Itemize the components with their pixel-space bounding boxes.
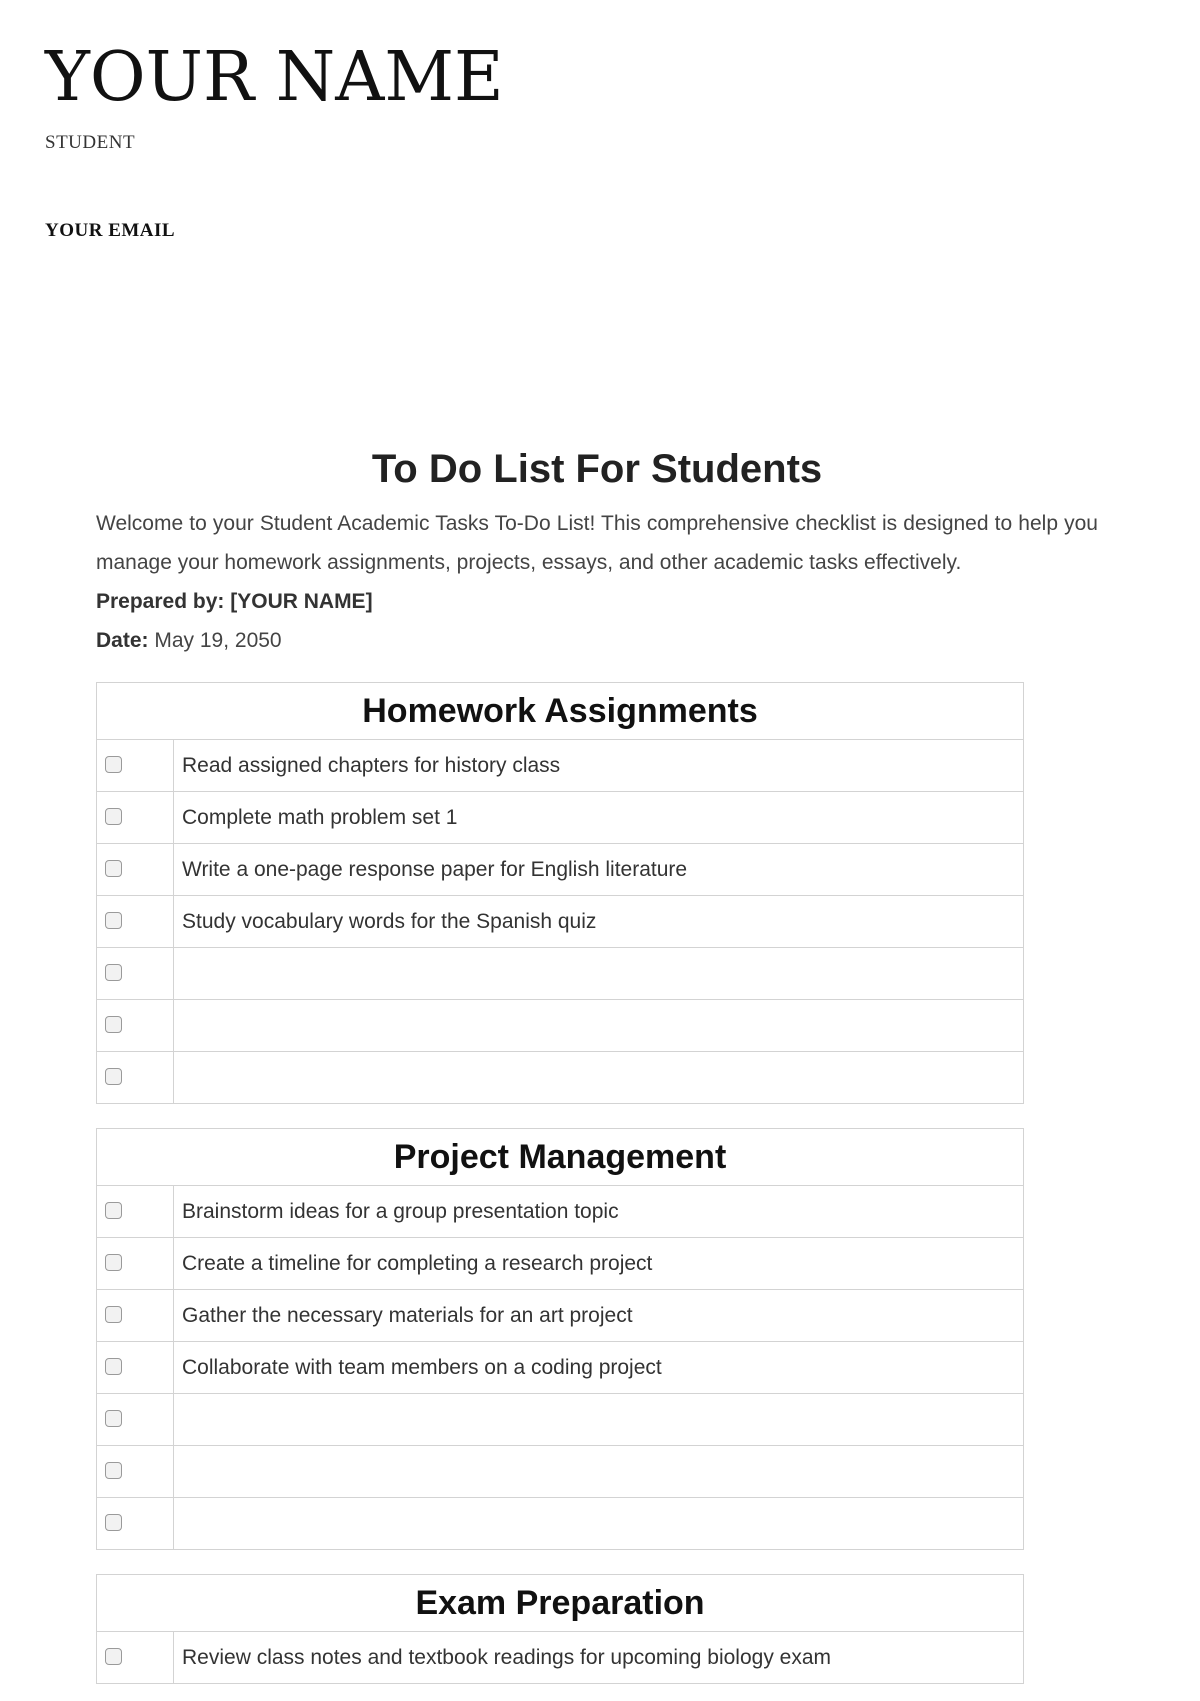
table-row	[97, 1238, 1023, 1290]
section-title: Project Management	[97, 1129, 1023, 1186]
task-text: Complete math problem set 1	[182, 806, 458, 829]
task-text: Read assigned chapters for history class	[182, 754, 561, 777]
task-checkbox[interactable]	[105, 1358, 122, 1375]
checkbox-cell	[97, 1000, 174, 1051]
task-text: Collaborate with team members on a coding project	[182, 1356, 662, 1379]
checkbox-cell	[97, 1632, 174, 1683]
section-title: Exam Preparation	[97, 1575, 1023, 1632]
student-role: STUDENT	[45, 132, 136, 153]
date-line	[96, 621, 1098, 660]
table-row	[97, 1632, 1023, 1683]
task-checkbox[interactable]	[105, 1514, 122, 1531]
student-name: YOUR NAME	[45, 38, 504, 117]
task-text: Gather the necessary materials for an art project	[182, 1304, 633, 1327]
task-checkbox[interactable]	[105, 1016, 122, 1033]
checkbox-cell	[97, 948, 174, 999]
document-title: To Do List For Students	[371, 447, 823, 491]
task-checkbox[interactable]	[105, 1462, 122, 1479]
task-checkbox[interactable]	[105, 1306, 122, 1323]
task-checkbox[interactable]	[105, 1410, 122, 1427]
checklist-sections	[96, 682, 1098, 1684]
task-checkbox[interactable]	[105, 1254, 122, 1271]
checkbox-cell	[97, 740, 174, 791]
checkbox-cell	[97, 792, 174, 843]
table-row	[97, 1394, 1023, 1446]
task-checkbox[interactable]	[105, 756, 122, 773]
table-row	[97, 1498, 1023, 1549]
task-text: Review class notes and textbook readings for upcoming biology exam	[182, 1646, 832, 1669]
table-row	[97, 1000, 1023, 1052]
checkbox-cell	[97, 1238, 174, 1289]
table-row	[97, 1290, 1023, 1342]
table-row	[97, 1446, 1023, 1498]
task-checkbox[interactable]	[105, 808, 122, 825]
checkbox-cell	[97, 1498, 174, 1549]
task-checkbox[interactable]	[105, 860, 122, 877]
prepared-by-value: [YOUR NAME]	[230, 590, 373, 613]
task-text	[174, 1000, 1023, 1051]
task-checkbox[interactable]	[105, 1068, 122, 1085]
table-row	[97, 1342, 1023, 1394]
task-checkbox[interactable]	[105, 1648, 122, 1665]
table-row	[97, 740, 1023, 792]
task-text: Brainstorm ideas for a group presentation topic	[182, 1200, 619, 1223]
prepared-by-label: Prepared by:	[96, 590, 225, 613]
table-row	[97, 1186, 1023, 1238]
task-text	[174, 1498, 1023, 1549]
checkbox-cell	[97, 896, 174, 947]
document-body	[96, 440, 1098, 1684]
date-value: May 19, 2050	[154, 629, 282, 652]
task-checkbox[interactable]	[105, 912, 122, 929]
task-checkbox[interactable]	[105, 964, 122, 981]
table-row	[97, 948, 1023, 1000]
task-text: Create a timeline for completing a research project	[182, 1252, 653, 1275]
student-email: YOUR EMAIL	[45, 220, 176, 241]
section-title: Homework Assignments	[97, 683, 1023, 740]
checklist-section	[96, 1574, 1024, 1684]
checklist-section	[96, 682, 1024, 1104]
table-row	[97, 844, 1023, 896]
task-text	[174, 1052, 1023, 1103]
task-text	[174, 948, 1023, 999]
date-label: Date:	[96, 629, 149, 652]
intro-paragraph: Welcome to your Student Academic Tasks To-Do List! This comprehensive checklist is designed to help you manage your homework assignments, projects, essays, and other academic tasks effectively.	[96, 512, 1098, 574]
table-row	[97, 1052, 1023, 1103]
checkbox-cell	[97, 1186, 174, 1237]
task-text	[174, 1394, 1023, 1445]
checkbox-cell	[97, 1290, 174, 1341]
checklist-section	[96, 1128, 1024, 1550]
table-row	[97, 896, 1023, 948]
checkbox-cell	[97, 1394, 174, 1445]
checkbox-cell	[97, 1446, 174, 1497]
resume-header	[45, 38, 504, 154]
checkbox-cell	[97, 1342, 174, 1393]
checkbox-cell	[97, 1052, 174, 1103]
task-text	[174, 1446, 1023, 1497]
task-text: Study vocabulary words for the Spanish quiz	[182, 910, 597, 933]
prepared-by	[96, 582, 1098, 621]
table-row	[97, 792, 1023, 844]
task-text: Write a one-page response paper for English literature	[182, 858, 688, 881]
checkbox-cell	[97, 844, 174, 895]
task-checkbox[interactable]	[105, 1202, 122, 1219]
